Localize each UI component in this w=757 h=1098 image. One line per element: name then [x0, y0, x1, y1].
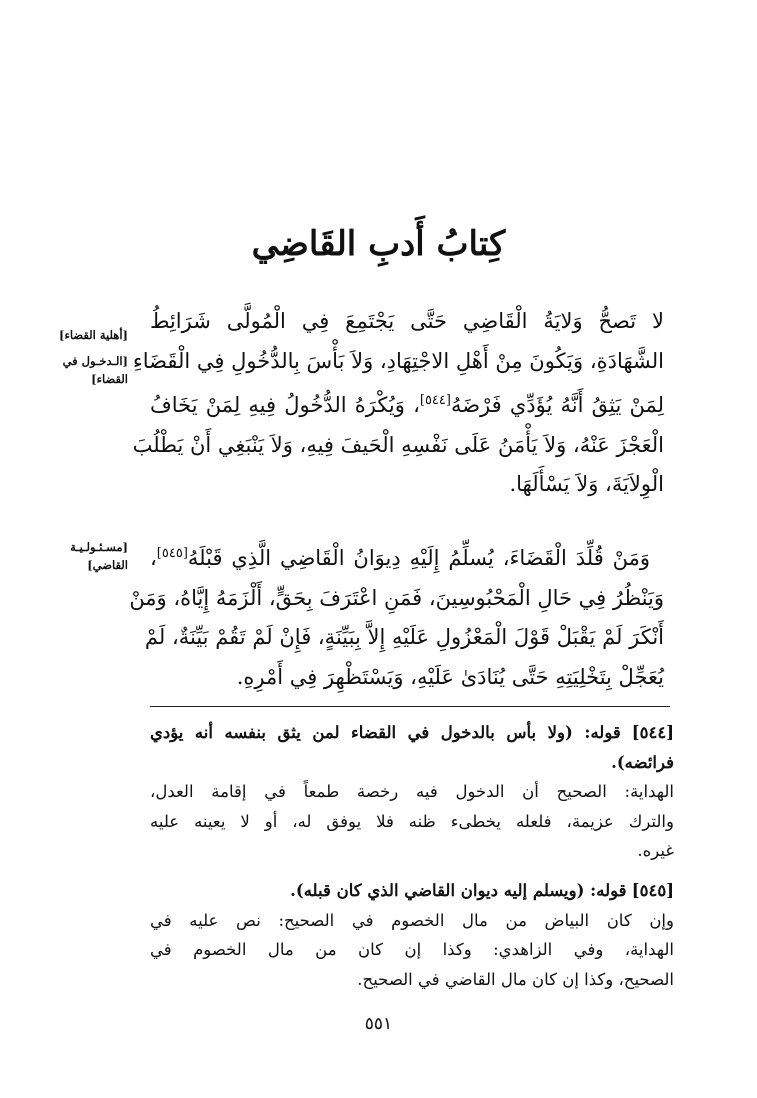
text-line: يُعَجِّلْ بِتَخْلِيَتِهِ حَتَّى يُنَادَىٰ عَلَيْهِ، وَيَسْتَظْهِرَ فِي أَمْرِهِ.	[236, 664, 664, 689]
margin-note-entering-judgeship: [الـدخـول في القضاء]	[62, 354, 128, 386]
footnote-head-line	[150, 718, 674, 748]
text-line: وَيَنْظُرُ فِي حَالِ الْمَحْبُوسِينَ، فَمَنِ اعْتَرَفَ بِحَقٍّ، أَلْزَمَهُ إِيَّاهُ، وَمَنْ	[129, 585, 664, 610]
footnote-head: قوله: (ولا بأس بالدخول في القضاء لمن يثق بنفسه أنه يؤدي	[150, 723, 621, 742]
footnote-body-line: الهداية: الصحيح أن الدخول فيه رخصة طمعاً في إقامة العدل،	[150, 782, 674, 801]
main-paragraph-2	[129, 534, 664, 697]
text-line	[150, 534, 664, 579]
footnote-ref-544[interactable]: [٥٤٤]	[419, 393, 451, 408]
footnote-number: [٥٤٤]	[631, 723, 674, 742]
footnote-544	[150, 718, 674, 866]
footnote-body-line: والترك عزيمة، فلعله يخطىء ظنه فلا يوفق له، أو لا يعينه عليه	[150, 811, 674, 831]
chapter-title: كِتابُ أَدبِ القَاضِي	[251, 224, 506, 264]
text-fragment: ،	[150, 546, 157, 570]
text-line: أَنْكَرَ لَمْ يَقْبَلْ قَوْلَ الْمَعْزُولِ عَلَيْهِ إِلاَّ بِبَيِّنَةٍ، فَإِنْ لَمْ تَقُمْ بَيِّنَةٌ، لَمْ	[144, 625, 664, 649]
page-number: ٥٥١	[364, 1014, 393, 1034]
footnote-545	[150, 876, 674, 994]
margin-note-judge-responsibility: [مسـئـولـيـة القاضي]	[70, 540, 128, 572]
text-line: الْعَجْزَ عَنْهُ، وَلاَ يَأْمَنُ عَلَى نَفْسِهِ الْحَيفَ فِيهِ، وَلاَ يَنْبَغِي أَنْ يَطْلُبَ	[132, 432, 664, 457]
footnote-separator	[150, 706, 670, 707]
text-fragment: لِمَنْ يَثِقُ أَنَّهُ يُؤَدِّي فَرْضَهُ	[450, 393, 664, 417]
footnote-head-line	[150, 748, 674, 778]
text-line: الْوِلاَيَةَ، وَلاَ يَسْأَلَهَا.	[509, 472, 664, 496]
footnote-head-line	[150, 876, 674, 906]
main-paragraph-1	[132, 302, 664, 505]
text-line	[150, 381, 664, 426]
footnote-body-line: الصحيح، وكذا إن كان مال القاضي في الصحيح.	[357, 969, 674, 989]
footnote-body-line: الهداية، وفي الزاهدي: وكذا إن كان من مال الخصوم في	[150, 940, 674, 959]
footnote-head-end: فرائضه).	[611, 752, 674, 772]
footnote-ref-545[interactable]: [٥٤٥]	[156, 546, 188, 561]
text-line: لا تَصحُّ وَلايَةُ الْقَاضِي حَتَّى يَجْتَمِعَ فِي الْمُولَّى شَرَائِطُ	[150, 309, 664, 333]
text-fragment: ، وَيُكْرَهُ الدُّخُولُ فِيهِ لِمَنْ يَخَافُ	[150, 393, 420, 417]
text-fragment: وَمَنْ قُلِّدَ الْقَضَاءَ، يُسلِّمُ إِلَيْهِ دِيوَانُ الْقَاضِي الَّذِي قَبْلَهُ	[187, 546, 650, 570]
margin-note-qualification: [أهلية القضاء]	[59, 328, 128, 342]
footnote-head: قوله: (ويسلم إليه ديوان القاضي الذي كان قبله).	[290, 881, 627, 900]
footnote-body-line: وإن كان البياض من مال الخصوم في الصحيح: نص عليه في	[150, 910, 674, 930]
footnote-body-line: غيره.	[637, 841, 674, 860]
footnote-number: [٥٤٥]	[631, 881, 674, 900]
text-line: الشَّهَادَةِ، وَيَكُونَ مِنْ أَهْلِ الاجْتِهَادِ، وَلاَ بَأْسَ بِالدُّخُولِ فِي الْقَضَاءِ	[132, 348, 664, 373]
